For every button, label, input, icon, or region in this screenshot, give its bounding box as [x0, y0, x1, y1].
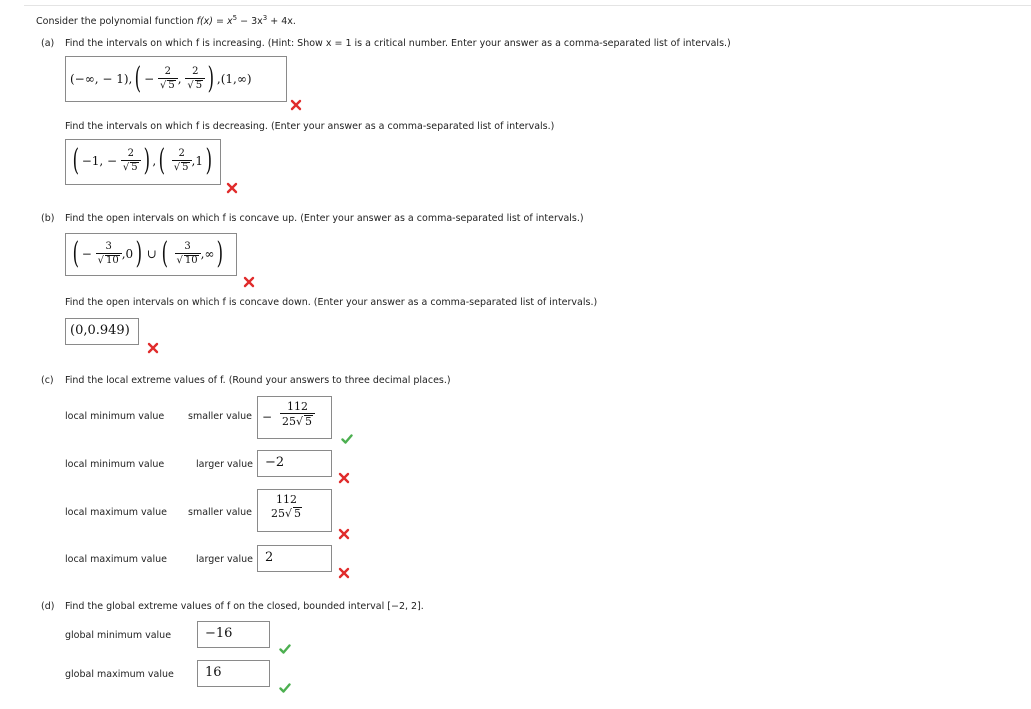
inc-part1: (−∞, − 1), — [70, 72, 133, 86]
part-a-increasing-prompt: Find the intervals on which f is increasing. (Hint: Show x = 1 is a critical number. Enter your answer as a comma-separated list of intervals.) — [65, 38, 731, 49]
intro-end: + 4x. — [267, 16, 296, 28]
part-c-letter: (c) — [41, 375, 54, 386]
check-mark-icon — [279, 682, 291, 694]
local-min-label-1: local minimum value — [65, 411, 165, 422]
global-max-label: global maximum value — [65, 669, 174, 680]
larger-value-label-2: larger value — [196, 459, 253, 470]
up-frac2-num: 3 — [184, 241, 191, 252]
local-min-smaller-den-rad: 5 — [305, 415, 313, 428]
local-max-label-2: local maximum value — [65, 554, 167, 565]
inc-tail: (1,∞) — [220, 72, 252, 86]
dec-frac1-den: 5 — [131, 162, 138, 173]
increasing-answer-box[interactable] — [65, 56, 287, 102]
part-b-concave-down-prompt: Find the open intervals on which f is concave down. (Enter your answer as a comma-separated list of intervals.) — [65, 297, 598, 308]
part-c-prompt: Find the local extreme values of f. (Round your answers to three decimal places.) — [65, 375, 451, 386]
dec-frac2-den: 5 — [182, 162, 189, 173]
check-mark-icon — [279, 643, 291, 655]
local-max-smaller-num: 112 — [276, 493, 297, 506]
local-max-label-1: local maximum value — [65, 507, 167, 518]
inc-frac1-num: 2 — [164, 66, 172, 77]
local-min-smaller-sign: − — [262, 410, 273, 424]
dec-frac2-num: 2 — [178, 148, 185, 159]
smaller-value-label-1: smaller value — [188, 411, 253, 422]
x-mark-icon — [338, 528, 350, 540]
local-min-larger-answer-box[interactable]: −2 — [257, 450, 332, 477]
part-a-letter: (a) — [41, 38, 55, 49]
intro-middle: − 3x — [237, 16, 263, 28]
increasing-answer-math: (−∞, − 1),( − $\frac{2}{√ 5}$ , $\frac{2}{√ 5}$ ) ,(1,∞) — [70, 61, 252, 96]
part-d-prompt: Find the global extreme values of f on the closed, bounded interval [−2, 2]. — [65, 601, 424, 612]
union-symbol: ∪ — [146, 247, 157, 261]
x-mark-icon — [338, 472, 350, 484]
local-max-smaller-answer-box[interactable] — [257, 489, 332, 532]
x-mark-icon — [338, 567, 350, 579]
dec-frac1-num: 2 — [127, 148, 134, 159]
intro-exponent-5: 5 — [232, 14, 238, 22]
up-inf: ,∞ — [200, 247, 215, 261]
dec-part1: −1, − — [81, 154, 118, 168]
inc-frac1-den: 5 — [168, 80, 175, 91]
x-mark-icon — [290, 99, 302, 111]
inc-frac2-den: 5 — [195, 80, 203, 91]
intro-function: f(x) = x — [196, 16, 233, 28]
part-b-concave-up-prompt: Find the open intervals on which f is concave up. (Enter your answer as a comma-separated list of intervals.) — [65, 213, 584, 224]
global-min-answer-box[interactable]: −16 — [197, 621, 270, 648]
x-mark-icon — [226, 182, 238, 194]
check-mark-icon — [341, 433, 353, 445]
local-min-smaller-fraction: $\frac{112}{25√ 5}$ — [280, 401, 315, 427]
intro-exponent-3: 3 — [262, 14, 268, 22]
inc-frac2-num: 2 — [192, 66, 199, 77]
decreasing-answer-box[interactable] — [65, 139, 221, 185]
up-frac1-den: 10 — [105, 255, 119, 266]
local-min-smaller-den-coef: 25 — [282, 415, 296, 428]
decreasing-answer-math: ( −1, − $\frac{2}{√ 5}$ ) ,( $\frac{2}{√ 5}$ ,1) — [72, 143, 213, 178]
question-intro — [36, 12, 296, 28]
up-frac1-num: 3 — [105, 241, 112, 252]
x-mark-icon — [147, 342, 159, 354]
part-a-decreasing-prompt: Find the intervals on which f is decreasing. (Enter your answer as a comma-separated list of intervals.) — [65, 121, 555, 132]
top-divider — [24, 5, 1031, 6]
local-max-smaller-den-coef: 25 — [271, 507, 285, 520]
concave-up-answer-box[interactable] — [65, 233, 237, 276]
up-frac2-den: 10 — [184, 255, 198, 266]
global-min-label: global minimum value — [65, 630, 172, 641]
global-max-answer-box[interactable]: 16 — [197, 660, 270, 687]
up-zero: ,0 — [121, 247, 134, 261]
local-max-larger-answer-box[interactable]: 2 — [257, 545, 332, 572]
part-b-letter: (b) — [41, 213, 55, 224]
part-d-letter: (d) — [41, 601, 55, 612]
local-max-smaller-den-rad: 5 — [294, 507, 302, 520]
concave-down-answer-box[interactable]: (0,0.949) — [65, 318, 139, 345]
dec-end: ,1 — [191, 154, 203, 168]
local-max-smaller-fraction: 112 25√ 5 — [269, 494, 304, 519]
local-min-smaller-num: 112 — [287, 400, 308, 413]
smaller-value-label-3: smaller value — [188, 507, 253, 518]
local-min-smaller-answer-box[interactable] — [257, 396, 332, 439]
local-min-label-2: local minimum value — [65, 459, 165, 470]
intro-text: Consider the polynomial function — [36, 16, 197, 28]
larger-value-label-4: larger value — [196, 554, 253, 565]
concave-up-answer-math: ( − $\frac{3}{√ 10}$ ,0) ∪ ( $\frac{3}{√ 10}$ ,∞) — [72, 236, 224, 271]
x-mark-icon — [243, 276, 255, 288]
